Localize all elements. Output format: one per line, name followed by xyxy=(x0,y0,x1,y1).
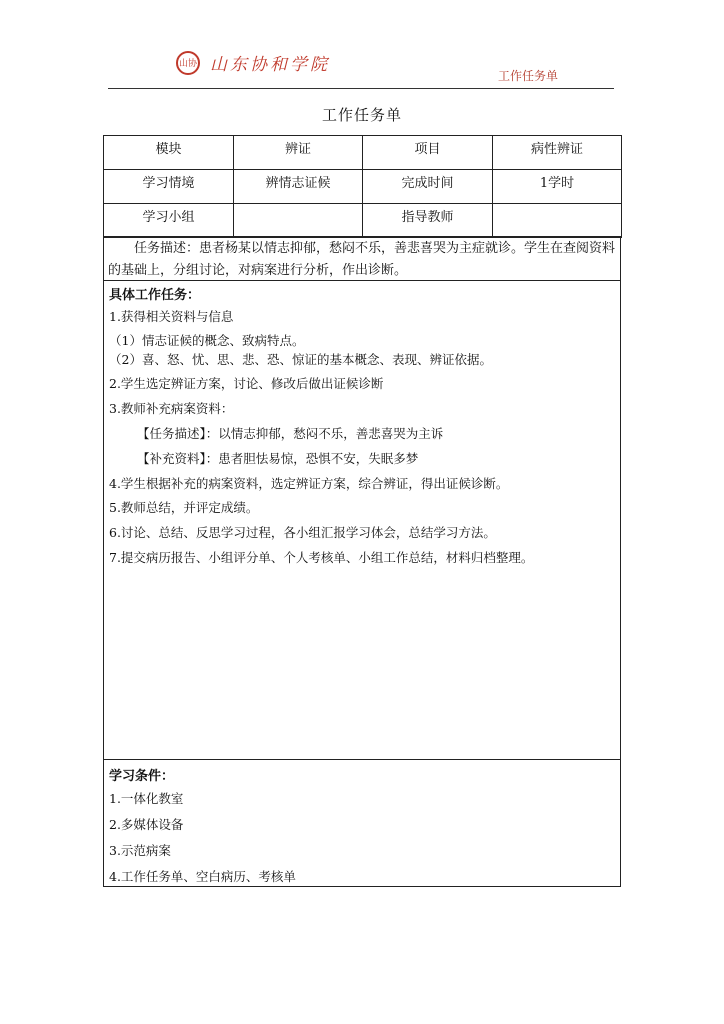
cell-value-module: 辨证 xyxy=(234,136,363,170)
task-item: 6.讨论、总结、反思学习过程，各小组汇报学习体会，总结学习方法。 xyxy=(109,525,496,540)
cell-label-teacher: 指导教师 xyxy=(363,204,493,238)
conditions-heading: 学习条件： xyxy=(109,769,175,784)
cell-value-context: 辨情志证候 xyxy=(234,170,363,204)
cell-value-group xyxy=(234,204,363,238)
task-item: 7.提交病历报告、小组评分单、个人考核单、小组工作总结，材料归档整理。 xyxy=(109,550,534,565)
cell-label-context: 学习情境 xyxy=(104,170,234,204)
task-item: 3.教师补充病案资料： xyxy=(109,401,234,416)
school-seal-icon: 山协 xyxy=(176,51,200,75)
condition-item: 2.多媒体设备 xyxy=(109,817,184,832)
task-item: 4.学生根据补充的病案资料，选定辨证方案，综合辨证，得出证候诊断。 xyxy=(109,476,509,491)
school-name: 山东协和学院 xyxy=(210,55,330,75)
task-item: 2.学生选定辨证方案，讨论、修改后做出证候诊断 xyxy=(109,376,384,391)
info-row-module xyxy=(104,136,622,170)
tasks-heading: 具体工作任务： xyxy=(109,288,201,303)
conditions-section xyxy=(103,759,621,887)
condition-item: 3.示范病案 xyxy=(109,843,171,858)
task-item: （2）喜、怒、忧、思、悲、恐、惊证的基本概念、表现、辨证依据。 xyxy=(109,352,492,367)
cell-label-project: 项目 xyxy=(363,136,493,170)
task-item: 1.获得相关资料与信息 xyxy=(109,309,234,324)
info-row-context xyxy=(104,170,622,204)
school-logo xyxy=(176,50,330,75)
page-header xyxy=(108,45,614,89)
condition-item: 1.一体化教室 xyxy=(109,791,184,806)
cell-value-project: 病性辨证 xyxy=(493,136,622,170)
header-divider xyxy=(108,88,614,89)
header-doc-type: 工作任务单 xyxy=(497,69,558,83)
cell-value-time: 1学时 xyxy=(493,170,622,204)
condition-item: 4.工作任务单、空白病历、考核单 xyxy=(109,869,296,884)
cell-label-group: 学习小组 xyxy=(104,204,234,238)
cell-label-module: 模块 xyxy=(104,136,234,170)
info-row-group xyxy=(104,204,622,238)
task-item: 5.教师总结，并评定成绩。 xyxy=(109,500,259,515)
task-item: 【任务描述】：以情志抑郁，愁闷不乐，善悲喜哭为主诉 xyxy=(137,426,444,441)
document-title: 工作任务单 xyxy=(321,106,402,124)
tasks-section xyxy=(103,280,621,760)
task-description: 任务描述：患者杨某以情志抑郁，愁闷不乐，善悲喜哭为主症就诊。学生在查阅资料的基础上，分组讨论，对病案进行分析，作出诊断。 xyxy=(103,236,621,281)
task-item: （1）情志证候的概念、致病特点。 xyxy=(109,333,305,348)
cell-label-time: 完成时间 xyxy=(363,170,493,204)
info-table xyxy=(103,135,622,238)
cell-value-teacher xyxy=(493,204,622,238)
task-item: 【补充资料】：患者胆怯易惊，恐惧不安，失眠多梦 xyxy=(137,451,419,466)
